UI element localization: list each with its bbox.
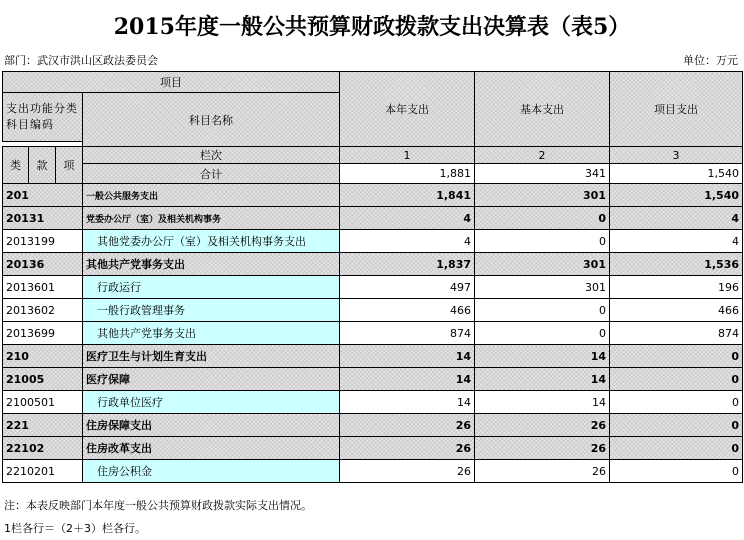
row-current: 874 bbox=[340, 322, 475, 345]
table-row bbox=[3, 391, 743, 414]
table-row bbox=[3, 460, 743, 483]
table-row bbox=[3, 414, 743, 437]
row-name: 行政单位医疗 bbox=[83, 391, 340, 414]
row-project: 466 bbox=[610, 299, 743, 322]
row-basic: 0 bbox=[475, 299, 610, 322]
table-row bbox=[3, 184, 743, 207]
header-xiang: 项 bbox=[56, 147, 83, 184]
row-code: 20131 bbox=[3, 207, 83, 230]
table-row bbox=[3, 253, 743, 276]
row-name: 住房保障支出 bbox=[83, 414, 340, 437]
row-name: 其他共产党事务支出 bbox=[83, 322, 340, 345]
table-row bbox=[3, 437, 743, 460]
row-project: 196 bbox=[610, 276, 743, 299]
row-project: 1,536 bbox=[610, 253, 743, 276]
header-current: 本年支出 bbox=[340, 72, 475, 147]
table-row bbox=[3, 368, 743, 391]
row-name: 住房公积金 bbox=[83, 460, 340, 483]
row-project: 4 bbox=[610, 230, 743, 253]
row-code: 22102 bbox=[3, 437, 83, 460]
unit-label: 单位：万元 bbox=[683, 54, 738, 67]
row-project: 0 bbox=[610, 368, 743, 391]
header-col-1: 1 bbox=[340, 147, 475, 164]
row-code: 20136 bbox=[3, 253, 83, 276]
row-project: 4 bbox=[610, 207, 743, 230]
row-basic: 26 bbox=[475, 460, 610, 483]
row-name: 医疗卫生与计划生育支出 bbox=[83, 345, 340, 368]
header-lanci: 栏次 bbox=[83, 147, 340, 164]
row-basic: 26 bbox=[475, 414, 610, 437]
total-current: 1,881 bbox=[340, 164, 475, 184]
header-basic: 基本支出 bbox=[475, 72, 610, 147]
row-code: 2013602 bbox=[3, 299, 83, 322]
row-current: 26 bbox=[340, 460, 475, 483]
table-row bbox=[3, 345, 743, 368]
row-name: 其他共产党事务支出 bbox=[83, 253, 340, 276]
row-current: 14 bbox=[340, 368, 475, 391]
row-basic: 301 bbox=[475, 276, 610, 299]
header-subject-name: 科目名称 bbox=[83, 93, 340, 147]
row-code: 210 bbox=[3, 345, 83, 368]
row-basic: 0 bbox=[475, 207, 610, 230]
row-name: 医疗保障 bbox=[83, 368, 340, 391]
row-project: 0 bbox=[610, 391, 743, 414]
row-name: 行政运行 bbox=[83, 276, 340, 299]
row-project: 0 bbox=[610, 437, 743, 460]
row-basic: 14 bbox=[475, 368, 610, 391]
row-current: 497 bbox=[340, 276, 475, 299]
row-project: 0 bbox=[610, 345, 743, 368]
page-title: 2015年度一般公共预算财政拨款支出决算表（表5） bbox=[113, 14, 631, 40]
expenditure-table bbox=[2, 71, 743, 483]
footnote-1: 注：本表反映部门本年度一般公共预算财政拨款实际支出情况。 bbox=[4, 499, 312, 512]
row-code: 2210201 bbox=[3, 460, 83, 483]
department-label: 部门：武汉市洪山区政法委员会 bbox=[4, 54, 158, 67]
table-row bbox=[3, 299, 743, 322]
row-name: 其他党委办公厅（室）及相关机构事务支出 bbox=[83, 230, 340, 253]
row-basic: 301 bbox=[475, 253, 610, 276]
header-col-2: 2 bbox=[475, 147, 610, 164]
row-current: 4 bbox=[340, 207, 475, 230]
row-code: 221 bbox=[3, 414, 83, 437]
footnote-2: 1栏各行＝（2＋3）栏各行。 bbox=[4, 522, 146, 535]
header-lei: 类 bbox=[3, 147, 29, 184]
row-current: 14 bbox=[340, 391, 475, 414]
row-basic: 0 bbox=[475, 322, 610, 345]
header-project: 项目支出 bbox=[610, 72, 743, 147]
row-basic: 26 bbox=[475, 437, 610, 460]
total-basic: 341 bbox=[475, 164, 610, 184]
row-name: 一般公共服务支出 bbox=[83, 184, 340, 207]
row-project: 0 bbox=[610, 460, 743, 483]
row-current: 26 bbox=[340, 414, 475, 437]
header-kuan: 款 bbox=[29, 147, 56, 184]
row-project: 0 bbox=[610, 414, 743, 437]
row-code: 201 bbox=[3, 184, 83, 207]
total-project: 1,540 bbox=[610, 164, 743, 184]
row-project: 1,540 bbox=[610, 184, 743, 207]
row-name: 住房改革支出 bbox=[83, 437, 340, 460]
row-code: 2100501 bbox=[3, 391, 83, 414]
header-func-code: 支出功能分类科目编码 bbox=[3, 93, 83, 142]
row-current: 466 bbox=[340, 299, 475, 322]
header-col-3: 3 bbox=[610, 147, 743, 164]
row-code: 2013199 bbox=[3, 230, 83, 253]
table-row bbox=[3, 230, 743, 253]
row-name: 党委办公厅（室）及相关机构事务 bbox=[83, 207, 340, 230]
row-name: 一般行政管理事务 bbox=[83, 299, 340, 322]
row-current: 1,837 bbox=[340, 253, 475, 276]
total-row bbox=[3, 164, 743, 184]
table-row bbox=[3, 322, 743, 345]
table-row bbox=[3, 276, 743, 299]
row-current: 26 bbox=[340, 437, 475, 460]
total-label: 合计 bbox=[83, 164, 340, 184]
row-code: 2013601 bbox=[3, 276, 83, 299]
row-code: 2013699 bbox=[3, 322, 83, 345]
table-row bbox=[3, 207, 743, 230]
row-current: 4 bbox=[340, 230, 475, 253]
header-item: 项目 bbox=[3, 72, 340, 93]
row-basic: 14 bbox=[475, 391, 610, 414]
row-basic: 14 bbox=[475, 345, 610, 368]
row-code: 21005 bbox=[3, 368, 83, 391]
row-current: 14 bbox=[340, 345, 475, 368]
table-body bbox=[3, 72, 743, 483]
row-basic: 301 bbox=[475, 184, 610, 207]
row-project: 874 bbox=[610, 322, 743, 345]
row-current: 1,841 bbox=[340, 184, 475, 207]
row-basic: 0 bbox=[475, 230, 610, 253]
